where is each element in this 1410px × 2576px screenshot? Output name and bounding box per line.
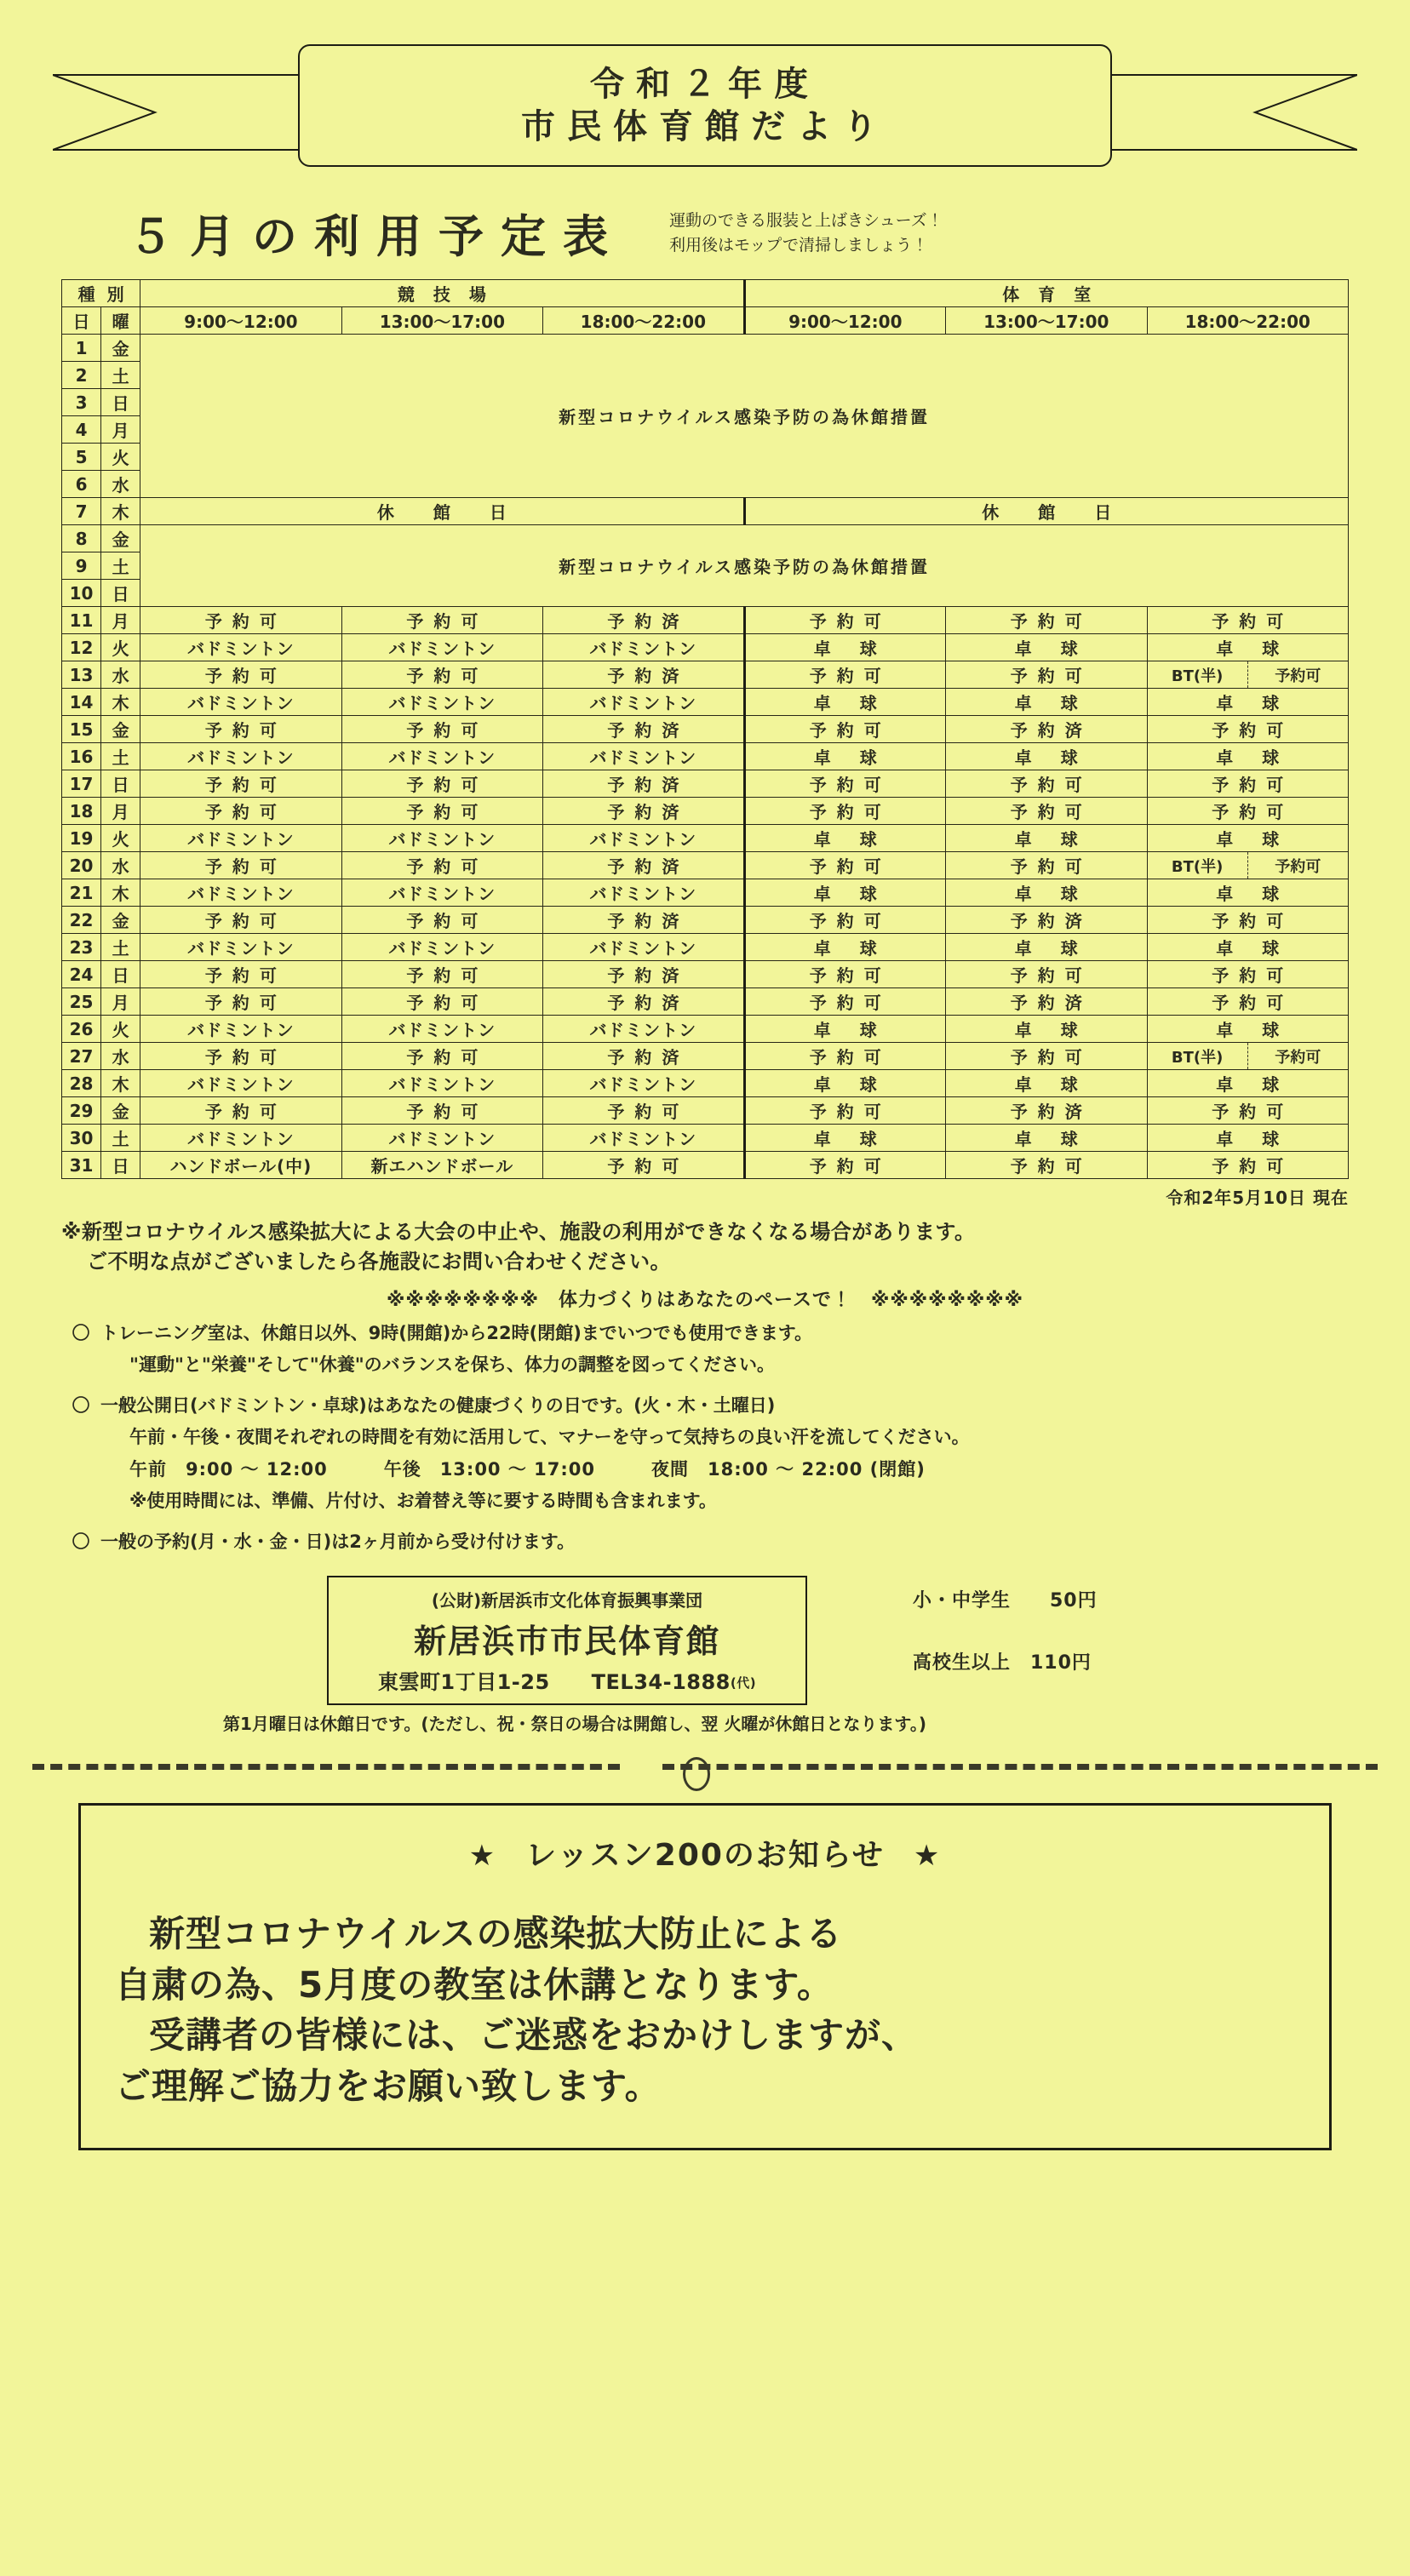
bullet-mark-icon: 〇 <box>72 1531 90 1552</box>
announcement-line4: ご理解ご協力をお願い致します。 <box>115 2064 662 2107</box>
schedule-cell: 卓球 <box>744 634 945 661</box>
contact-address <box>378 1665 756 1695</box>
schedule-cell: 予約可 <box>543 1152 744 1179</box>
schedule-cell: 予約可 <box>140 988 341 1016</box>
schedule-cell: 卓球 <box>1147 1125 1349 1152</box>
star-left-icon: ★ <box>468 1839 497 1874</box>
schedule-cell: 卓球 <box>946 743 1147 770</box>
schedule-cell: バドミントン <box>140 934 341 961</box>
schedule-cell: 予約可 <box>744 988 945 1016</box>
day-of-week: 土 <box>101 552 140 580</box>
table-time-header-row <box>62 307 1349 335</box>
schedule-cell-part: BT(半) <box>1148 852 1248 879</box>
stars-slogan: ※※※※※※※※ 体力づくりはあなたのペースで！ ※※※※※※※※ <box>386 1289 1024 1311</box>
contact-and-fees <box>61 1576 1349 1703</box>
table-row <box>62 988 1349 1016</box>
day-of-week: 水 <box>101 1043 140 1070</box>
schedule-cell: バドミントン <box>140 879 341 907</box>
table-row <box>62 907 1349 934</box>
schedule-cell: 予約可 <box>140 716 341 743</box>
schedule-cell: 予約可 <box>1147 798 1349 825</box>
bullet-public-timeslots: 午前 9:00 ～ 12:00 午後 13:00 ～ 17:00 夜間 18:00 ～ 22:00 (閉館) <box>129 1458 926 1480</box>
day-of-week: 土 <box>101 934 140 961</box>
schedule-cell: 予約可 <box>744 1152 945 1179</box>
announcement-title: レッスン200のお知らせ <box>525 1838 885 1874</box>
schedule-cell: 予約可 <box>341 1043 542 1070</box>
day-of-week: 木 <box>101 498 140 525</box>
closed-day-gym: 休 館 日 <box>744 498 1348 525</box>
bullet-public-line2: 午前・午後・夜間それぞれの時間を有効に活用して、マナーを守って気持ちの良い汗を流してください。 <box>129 1427 970 1448</box>
day-of-week: 土 <box>101 743 140 770</box>
schedule-cell: 予約可 <box>341 716 542 743</box>
contact-address-sup: (代) <box>730 1674 757 1691</box>
schedule-cell: バドミントン <box>140 1125 341 1152</box>
table-row <box>62 335 1349 362</box>
schedule-cell: 卓球 <box>946 879 1147 907</box>
bullet-mark-icon: 〇 <box>72 1322 90 1343</box>
day-number: 25 <box>62 988 101 1016</box>
contact-org: (公財)新居浜市文化体育振興事業団 <box>431 1589 703 1611</box>
day-number: 14 <box>62 689 101 716</box>
schedule-cell: バドミントン <box>341 689 542 716</box>
header-dow: 曜 <box>101 307 140 335</box>
schedule-cell: 卓球 <box>744 689 945 716</box>
day-number: 26 <box>62 1016 101 1043</box>
day-of-week: 火 <box>101 444 140 471</box>
day-number: 21 <box>62 879 101 907</box>
schedule-cell: バドミントン <box>341 879 542 907</box>
schedule-cell: 予約可 <box>140 770 341 798</box>
schedule-cell: 予約可 <box>744 661 945 689</box>
schedule-cell: 予約済 <box>543 907 744 934</box>
schedule-cell: バドミントン <box>543 1125 744 1152</box>
day-of-week: 火 <box>101 825 140 852</box>
schedule-cell: 予約可 <box>1147 1152 1349 1179</box>
schedule-cell-part: BT(半) <box>1148 661 1248 688</box>
fee-list <box>913 1586 1098 1710</box>
schedule-cell: 卓球 <box>1147 825 1349 852</box>
header-type: 種別 <box>62 280 140 307</box>
day-number: 18 <box>62 798 101 825</box>
schedule-cell: 予約可 <box>744 1043 945 1070</box>
table-row <box>62 661 1349 689</box>
table-row <box>62 770 1349 798</box>
table-row <box>62 1043 1349 1070</box>
schedule-cell: バドミントン <box>543 743 744 770</box>
schedule-cell: 予約済 <box>543 1043 744 1070</box>
schedule-cell: 卓球 <box>946 934 1147 961</box>
schedule-cell: 卓球 <box>1147 1016 1349 1043</box>
cut-dash-left <box>32 1764 620 1770</box>
bullet-reservation-line1: 一般の予約(月・水・金・日)は2ヶ月前から受け付けます。 <box>100 1531 576 1552</box>
day-number: 3 <box>62 389 101 416</box>
schedule-cell: 予約可 <box>744 770 945 798</box>
schedule-cell: バドミントン <box>543 879 744 907</box>
schedule-cell: 予約可 <box>1147 988 1349 1016</box>
day-of-week: 日 <box>101 961 140 988</box>
schedule-cell: 卓球 <box>946 1125 1147 1152</box>
day-number: 31 <box>62 1152 101 1179</box>
day-of-week: 月 <box>101 798 140 825</box>
attire-note <box>669 209 943 257</box>
schedule-cell: バドミントン <box>543 634 744 661</box>
closure-notice-cell: 新型コロナウイルス感染予防の為休館措置 <box>140 525 1349 607</box>
day-of-week: 月 <box>101 416 140 444</box>
notes-section <box>61 1217 1349 1560</box>
schedule-cell: バドミントン <box>543 1016 744 1043</box>
schedule-table <box>61 279 1349 1179</box>
schedule-cell: 予約可 <box>946 798 1147 825</box>
ribbon-header <box>0 29 1410 191</box>
schedule-cell: 予約可 <box>946 852 1147 879</box>
header-time-arena-1: 9:00～12:00 <box>140 307 341 335</box>
schedule-cell: バドミントン <box>140 634 341 661</box>
cut-dash-right <box>662 1764 1378 1770</box>
day-of-week: 月 <box>101 607 140 634</box>
schedule-cell: 予約可 <box>140 798 341 825</box>
table-row <box>62 498 1349 525</box>
day-of-week: 日 <box>101 389 140 416</box>
header-time-arena-2: 13:00～17:00 <box>341 307 542 335</box>
schedule-cell: 予約可 <box>1147 1097 1349 1125</box>
schedule-cell: 卓球 <box>744 934 945 961</box>
schedule-cell: 予約可 <box>140 1097 341 1125</box>
schedule-cell-split <box>1147 852 1349 879</box>
day-of-week: 火 <box>101 1016 140 1043</box>
day-of-week: 金 <box>101 335 140 362</box>
day-number: 2 <box>62 362 101 389</box>
day-of-week: 金 <box>101 525 140 552</box>
schedule-cell: ハンドボール(中) <box>140 1152 341 1179</box>
newsletter-page <box>0 29 1410 2576</box>
announcement-line2: 自粛の為、5月度の教室は休講となります。 <box>115 1963 834 2006</box>
table-row <box>62 852 1349 879</box>
schedule-cell: バドミントン <box>543 825 744 852</box>
schedule-cell: 予約可 <box>341 961 542 988</box>
schedule-cell: 予約可 <box>1147 907 1349 934</box>
table-row <box>62 525 1349 552</box>
day-of-week: 木 <box>101 879 140 907</box>
bullet-mark-icon: 〇 <box>72 1394 90 1416</box>
schedule-cell: 卓球 <box>1147 934 1349 961</box>
schedule-cell: 卓球 <box>744 825 945 852</box>
day-of-week: 金 <box>101 716 140 743</box>
table-group-header-row <box>62 280 1349 307</box>
schedule-cell: 予約可 <box>140 1043 341 1070</box>
schedule-cell: バドミントン <box>341 825 542 852</box>
schedule-cell: 新エハンドボール <box>341 1152 542 1179</box>
attire-note-line2: 利用後はモップで清掃しましょう！ <box>669 235 929 255</box>
day-number: 6 <box>62 471 101 498</box>
day-of-week: 土 <box>101 362 140 389</box>
day-number: 20 <box>62 852 101 879</box>
table-row <box>62 716 1349 743</box>
schedule-cell: 予約済 <box>543 607 744 634</box>
bullet-public-line1: 一般公開日(バドミントン・卓球)はあなたの健康づくりの日です。(火・木・土曜日) <box>100 1394 776 1416</box>
covid-warning-line1: ※新型コロナウイルス感染拡大による大会の中止や、施設の利用ができなくなる場合があります。 <box>61 1220 976 1244</box>
schedule-cell: 予約可 <box>140 961 341 988</box>
schedule-cell: 予約可 <box>341 988 542 1016</box>
header-day: 日 <box>62 307 101 335</box>
table-row <box>62 1070 1349 1097</box>
day-number: 7 <box>62 498 101 525</box>
day-of-week: 土 <box>101 1125 140 1152</box>
schedule-cell: 予約可 <box>744 1097 945 1125</box>
schedule-cell: 予約可 <box>341 907 542 934</box>
day-number: 23 <box>62 934 101 961</box>
schedule-cell: 予約可 <box>140 607 341 634</box>
schedule-cell: 予約済 <box>946 716 1147 743</box>
day-of-week: 水 <box>101 661 140 689</box>
schedule-cell-part: 予約可 <box>1275 1048 1321 1067</box>
schedule-cell: 予約可 <box>140 852 341 879</box>
day-number: 16 <box>62 743 101 770</box>
schedule-cell: 卓球 <box>1147 879 1349 907</box>
month-title-row <box>0 191 1410 274</box>
header-group-gym: 体育室 <box>744 280 1348 307</box>
bullet-training-line1: トレーニング室は、休館日以外、9時(開館)から22時(閉館)までいつでも使用できます。 <box>100 1322 813 1343</box>
lesson-announcement-box <box>78 1803 1332 2150</box>
schedule-cell: バドミントン <box>543 1070 744 1097</box>
table-row <box>62 607 1349 634</box>
schedule-cell: 予約可 <box>1147 716 1349 743</box>
schedule-cell: 卓球 <box>744 743 945 770</box>
schedule-cell: バドミントン <box>543 689 744 716</box>
schedule-table-head <box>62 280 1349 335</box>
schedule-cell: 卓球 <box>744 879 945 907</box>
schedule-cell-part: 予約可 <box>1275 667 1321 685</box>
day-of-week: 金 <box>101 1097 140 1125</box>
schedule-cell: 卓球 <box>946 1070 1147 1097</box>
schedule-cell: 予約可 <box>946 1043 1147 1070</box>
schedule-cell: バドミントン <box>341 1125 542 1152</box>
ribbon-title-box <box>298 44 1112 167</box>
day-number: 10 <box>62 580 101 607</box>
day-number: 24 <box>62 961 101 988</box>
schedule-cell: 予約可 <box>341 661 542 689</box>
schedule-cell: 卓球 <box>744 1016 945 1043</box>
day-number: 11 <box>62 607 101 634</box>
day-number: 19 <box>62 825 101 852</box>
schedule-cell: 予約済 <box>543 661 744 689</box>
schedule-cell: バドミントン <box>140 743 341 770</box>
table-row <box>62 634 1349 661</box>
schedule-cell: バドミントン <box>341 743 542 770</box>
day-number: 29 <box>62 1097 101 1125</box>
schedule-cell: 卓球 <box>744 1125 945 1152</box>
day-number: 22 <box>62 907 101 934</box>
schedule-cell: 予約可 <box>341 607 542 634</box>
fee-highschool: 高校生以上 110円 <box>913 1652 1092 1674</box>
day-number: 8 <box>62 525 101 552</box>
schedule-cell: 予約済 <box>543 770 744 798</box>
as-of-date: 令和2年5月10日 現在 <box>1166 1188 1349 1208</box>
schedule-cell: 予約可 <box>1147 961 1349 988</box>
schedule-cell: 卓球 <box>946 634 1147 661</box>
header-time-gym-1: 9:00～12:00 <box>744 307 945 335</box>
contact-address-text: 東雲町1丁目1-25 TEL34-1888 <box>377 1669 731 1694</box>
schedule-cell: バドミントン <box>140 1070 341 1097</box>
ribbon-tail-left-icon <box>53 73 308 152</box>
day-of-week: 水 <box>101 852 140 879</box>
day-number: 5 <box>62 444 101 471</box>
table-row <box>62 1016 1349 1043</box>
day-number: 9 <box>62 552 101 580</box>
schedule-cell: バドミントン <box>543 934 744 961</box>
schedule-cell: 予約可 <box>341 798 542 825</box>
schedule-cell: 予約可 <box>543 1097 744 1125</box>
schedule-cell: 予約可 <box>744 607 945 634</box>
schedule-cell: 予約可 <box>341 852 542 879</box>
table-row <box>62 934 1349 961</box>
day-number: 28 <box>62 1070 101 1097</box>
schedule-cell: 予約済 <box>543 988 744 1016</box>
attire-note-line1: 運動のできる服装と上ばきシューズ！ <box>669 211 943 230</box>
day-number: 15 <box>62 716 101 743</box>
schedule-cell: 予約済 <box>543 961 744 988</box>
schedule-cell: 卓球 <box>1147 743 1349 770</box>
schedule-cell: 予約済 <box>946 1097 1147 1125</box>
ribbon-newsletter-title: 市民体育館だより <box>521 107 889 146</box>
contact-box <box>327 1576 807 1705</box>
schedule-cell: 予約可 <box>140 661 341 689</box>
schedule-cell-split <box>1147 1043 1349 1070</box>
schedule-cell: バドミントン <box>341 1016 542 1043</box>
day-number: 13 <box>62 661 101 689</box>
day-number: 27 <box>62 1043 101 1070</box>
page-title: ５月の利用予定表 <box>128 211 625 263</box>
bullet-training-room <box>61 1320 1349 1384</box>
day-number: 17 <box>62 770 101 798</box>
schedule-cell: 予約済 <box>946 988 1147 1016</box>
schedule-cell: 予約可 <box>946 1152 1147 1179</box>
bullet-training-line2: "運動"と"栄養"そして"休養"のバランスを保ち、体力の調整を図ってください。 <box>129 1354 776 1376</box>
scissors-hole-icon <box>683 1757 710 1791</box>
announcement-title-row <box>115 1831 1295 1875</box>
schedule-cell: 予約済 <box>543 798 744 825</box>
schedule-cell: 予約可 <box>744 961 945 988</box>
closed-day-arena: 休 館 日 <box>140 498 744 525</box>
header-time-arena-3: 18:00～22:00 <box>543 307 744 335</box>
schedule-cell: バドミントン <box>341 1070 542 1097</box>
covid-warning <box>61 1217 1349 1277</box>
schedule-cell: 予約可 <box>140 907 341 934</box>
schedule-cell: 予約可 <box>341 1097 542 1125</box>
table-row <box>62 961 1349 988</box>
header-time-gym-3: 18:00～22:00 <box>1147 307 1349 335</box>
schedule-cell: 卓球 <box>946 1016 1147 1043</box>
bullet-public-line4: ※使用時間には、準備、片付け、お着替え等に要する時間も含まれます。 <box>129 1491 717 1512</box>
table-row <box>62 825 1349 852</box>
day-number: 1 <box>62 335 101 362</box>
table-row <box>62 689 1349 716</box>
header-group-arena: 競技場 <box>140 280 744 307</box>
announcement-line1: 新型コロナウイルスの感染拡大防止による <box>149 1913 843 1955</box>
schedule-cell: 予約可 <box>744 798 945 825</box>
schedule-cell: 予約可 <box>1147 607 1349 634</box>
table-row <box>62 1152 1349 1179</box>
schedule-cell-split <box>1147 661 1349 689</box>
schedule-cell: 予約可 <box>946 607 1147 634</box>
covid-warning-line2: ご不明な点がございましたら各施設にお問い合わせください。 <box>87 1249 671 1274</box>
schedule-cell-part: BT(半) <box>1148 1043 1248 1069</box>
table-row <box>62 1125 1349 1152</box>
schedule-cell: 予約可 <box>341 770 542 798</box>
ribbon-year-label: 令和２年度 <box>590 65 820 104</box>
schedule-cell: 予約済 <box>543 852 744 879</box>
contact-facility-name: 新居浜市市民体育館 <box>413 1622 720 1660</box>
bullet-public-open-days <box>61 1393 1349 1520</box>
day-of-week: 水 <box>101 471 140 498</box>
schedule-cell: 予約可 <box>946 661 1147 689</box>
closing-day-footnote: 第1月曜日は休館日です。(ただし、祝・祭日の場合は開館し、翌 火曜が休館日となります。) <box>223 1714 926 1735</box>
schedule-cell: 予約可 <box>946 961 1147 988</box>
fee-student: 小・中学生 50円 <box>913 1590 1098 1612</box>
day-of-week: 木 <box>101 689 140 716</box>
table-row <box>62 743 1349 770</box>
schedule-cell: 予約可 <box>946 770 1147 798</box>
schedule-cell: 予約可 <box>744 852 945 879</box>
announcement-line3: 受講者の皆様には、ご迷惑をおかけしますが、 <box>149 2014 919 2057</box>
schedule-cell: バドミントン <box>341 934 542 961</box>
schedule-cell: 予約可 <box>744 716 945 743</box>
header-time-gym-2: 13:00～17:00 <box>946 307 1147 335</box>
day-number: 12 <box>62 634 101 661</box>
table-row <box>62 798 1349 825</box>
day-of-week: 火 <box>101 634 140 661</box>
schedule-table-body <box>62 335 1349 1179</box>
closure-notice-cell: 新型コロナウイルス感染予防の為休館措置 <box>140 335 1349 498</box>
day-of-week: 日 <box>101 1152 140 1179</box>
schedule-cell: 卓球 <box>1147 1070 1349 1097</box>
schedule-cell-part: 予約可 <box>1275 857 1321 876</box>
schedule-cell: 卓球 <box>946 825 1147 852</box>
bullet-reservation <box>61 1529 1349 1561</box>
schedule-cell: バドミントン <box>140 825 341 852</box>
schedule-cell: バドミントン <box>341 634 542 661</box>
schedule-cell: バドミントン <box>140 689 341 716</box>
schedule-cell: 予約可 <box>1147 770 1349 798</box>
cut-line <box>15 1757 1395 1779</box>
table-row <box>62 879 1349 907</box>
day-of-week: 月 <box>101 988 140 1016</box>
schedule-cell: バドミントン <box>140 1016 341 1043</box>
day-of-week: 日 <box>101 770 140 798</box>
table-row <box>62 1097 1349 1125</box>
day-number: 4 <box>62 416 101 444</box>
ribbon-tail-right-icon <box>1102 73 1357 152</box>
day-of-week: 金 <box>101 907 140 934</box>
day-of-week: 日 <box>101 580 140 607</box>
schedule-cell: 卓球 <box>1147 634 1349 661</box>
day-of-week: 木 <box>101 1070 140 1097</box>
day-number: 30 <box>62 1125 101 1152</box>
schedule-cell: 卓球 <box>744 1070 945 1097</box>
schedule-cell: 予約済 <box>543 716 744 743</box>
schedule-cell: 予約済 <box>946 907 1147 934</box>
schedule-cell: 予約可 <box>744 907 945 934</box>
star-right-icon: ★ <box>913 1839 942 1874</box>
schedule-cell: 卓球 <box>1147 689 1349 716</box>
announcement-body <box>115 1909 1295 2112</box>
schedule-cell: 卓球 <box>946 689 1147 716</box>
